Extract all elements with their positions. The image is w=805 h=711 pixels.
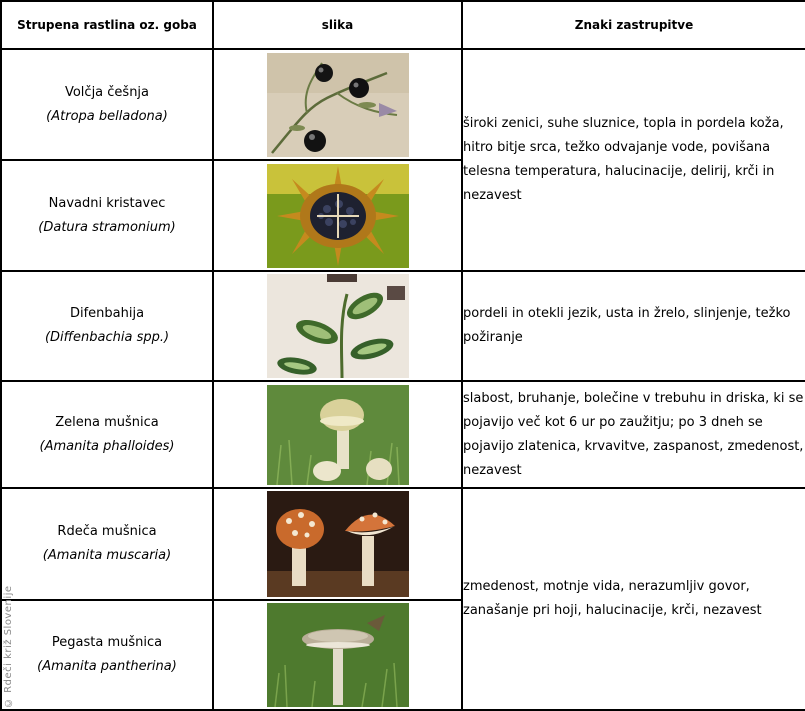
- copyright-credit: © Rdeči križ Slovenije: [3, 585, 14, 708]
- plant-latin-name: (Amanita phalloides): [39, 438, 175, 454]
- plant-image-cell: [213, 271, 462, 381]
- plant-latin-name: (Datura stramonium): [38, 219, 176, 235]
- plant-common-name: Navadni kristavec: [48, 195, 166, 211]
- symptoms-cell: slabost, bruhanje, bolečine v trebuhu in driska, ki se pojavijo več kot 6 ur po zaužitju; po 3 dneh se pojavijo zlatenica, krvavitve, zaspanost, zmedenost, nezavest: [462, 381, 805, 488]
- plant-latin-name: (Amanita pantherina): [37, 659, 177, 674]
- plant-image-cell: [213, 488, 462, 600]
- fly-agaric-mushroom-photo: [267, 491, 409, 597]
- plant-name-cell: [1, 600, 213, 710]
- plant-image-cell: [213, 600, 462, 710]
- table-row: [1, 271, 805, 381]
- plant-name-cell: [1, 271, 213, 381]
- plant-common-name: Pegasta mušnica: [51, 635, 163, 650]
- plant-image-cell: [213, 381, 462, 488]
- header-symptoms: Znaki zastrupitve: [462, 1, 805, 49]
- plant-common-name: Volčja češnja: [64, 84, 150, 100]
- plant-name-cell: [1, 160, 213, 271]
- plant-name-cell: [1, 488, 213, 600]
- datura-seedpod-photo: [267, 164, 409, 268]
- belladonna-berries-photo: [267, 53, 409, 157]
- plant-name-cell: [1, 381, 213, 488]
- death-cap-mushroom-photo: [267, 385, 409, 485]
- symptoms-cell: pordeli in otekli jezik, usta in žrelo, slinjenje, težko požiranje: [462, 271, 805, 381]
- plant-common-name: Rdeča mušnica: [57, 524, 157, 539]
- plant-latin-name: (Atropa belladona): [46, 108, 168, 124]
- symptoms-cell: široki zenici, suhe sluznice, topla in pordela koža, hitro bitje srca, težko odvajanje vode, povišana telesna temperatura, halucinacije, delirij, krči in nezavest: [462, 49, 805, 271]
- plant-name-cell: [1, 49, 213, 160]
- header-image: slika: [213, 1, 462, 49]
- symptoms-cell: zmedenost, motnje vida, nerazumljiv govor, zanašanje pri hoji, halucinacije, krči, nezavest: [462, 488, 805, 710]
- table-row: [1, 49, 805, 160]
- plant-image-cell: [213, 160, 462, 271]
- header-row: [1, 1, 805, 49]
- table-row: [1, 488, 805, 600]
- panther-cap-mushroom-photo: [267, 603, 409, 707]
- table-row: [1, 381, 805, 488]
- plant-common-name: Zelena mušnica: [55, 414, 159, 430]
- plant-common-name: Difenbahija: [69, 306, 145, 321]
- plant-latin-name: (Diffenbachia spp.): [44, 330, 170, 345]
- plant-latin-name: (Amanita muscaria): [42, 548, 172, 563]
- plant-image-cell: [213, 49, 462, 160]
- header-plant: Strupena rastlina oz. goba: [1, 1, 213, 49]
- dieffenbachia-plant-photo: [267, 274, 409, 378]
